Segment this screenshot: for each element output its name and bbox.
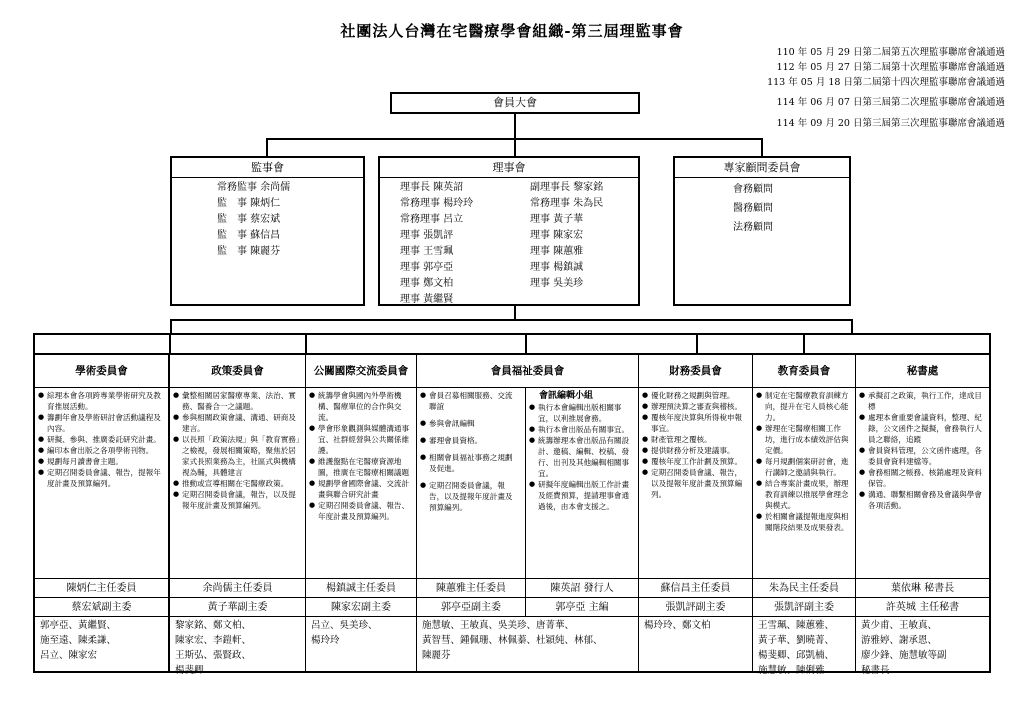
duty-item: ● 承擬訂之政策，執行工作，達成目標 — [859, 390, 986, 412]
committee-vice-chair: 郭亭亞副主委 — [441, 602, 501, 613]
connector-line — [696, 333, 698, 354]
supervisor-row: 監 事 蘇信昌 — [217, 230, 281, 241]
committee-vice-chair: 張凱評副主委 — [639, 597, 752, 616]
sub-group-editor: 郭亭亞 主編 — [525, 598, 638, 616]
committee-members: 楊斐卿、邱凱楠、 — [758, 650, 835, 661]
committee-chair: 楊鎮誠主任委員 — [306, 578, 416, 597]
committee-title: 教育委員會 — [753, 355, 855, 388]
board-member: 理事 郭亭亞 — [400, 262, 454, 273]
duty-item: ● 優化財務之規劃與管理。 — [642, 390, 749, 401]
committee-members: 黎家銘、鄭文柏、 — [175, 620, 252, 631]
committee-members: 施至遠、陳柔謙、 — [40, 635, 117, 646]
board-member: 副理事長 黎家銘 — [530, 182, 604, 193]
board-member: 常務理事 朱為民 — [530, 198, 604, 209]
advisors-box — [673, 156, 851, 306]
board-member: 理事 吳美珍 — [530, 278, 584, 289]
duty-item: ● 定期召開委員會議，報告，以及提報年度計畫及預算編列。 — [173, 489, 302, 511]
connector-line — [33, 333, 35, 354]
duty-item: ● 制定在宅醫療教育訓練方向，提升在宅人員核心能力。 — [756, 390, 852, 423]
board-member: 理事 黃繼賢 — [400, 294, 454, 305]
committee-academic — [33, 353, 170, 673]
committee-members: 呂立、吳美珍、 — [311, 620, 378, 631]
connector-line — [525, 333, 527, 354]
connector-line — [170, 319, 172, 334]
committee-title: 公關國際交流委員會 — [306, 355, 416, 388]
approval-note: 110 年 05 月 29 日第二屆第五次理監事聯席會議通過 — [776, 47, 1005, 58]
board-member: 理事 陳蕙雅 — [530, 246, 584, 257]
advisor-row: 醫務顧問 — [733, 203, 773, 214]
duty-item: ● 於相關會議提報進度與相關階段結果及成果發表。 — [756, 511, 852, 533]
duty-item: ● 財產管理之覆核。 — [642, 434, 749, 445]
duty-item: ● 規劃學會國際會議、交流計畫與聯合研究計畫 — [309, 478, 413, 500]
approval-notes — [690, 45, 1005, 131]
committee-members: 王斯弘、張賢政、 — [175, 650, 252, 661]
duty-item: ● 定期召開委員會議，報告，以及提報年度計畫及預算編列。 — [420, 480, 520, 513]
committee-chair: 蘇信昌主任委員 — [639, 578, 752, 597]
connector-line — [761, 138, 763, 156]
duty-item: ● 會員資料管理，公文函件處理，各委員會資料建檔等。 — [859, 445, 986, 467]
committee-vice-chair: 許英城 主任秘書 — [856, 597, 989, 616]
committee-vice-chair: 蔡宏斌副主委 — [35, 597, 168, 616]
committee-title: 秘書處 — [856, 355, 989, 388]
committee-chair: 陳蕙雅主任委員 — [436, 583, 506, 594]
connector-line — [514, 138, 516, 156]
duty-item: ● 溝通、聯繫相關會務及會議與學會各項活動。 — [859, 489, 986, 511]
general-assembly-box — [390, 92, 640, 114]
board-member: 理事 楊鎮誠 — [530, 262, 584, 273]
duty-item: ● 結合專案計畫成果，辦理教育訓練以推展學會理念與模式。 — [756, 478, 852, 511]
committee-members: 呂立、陳家宏 — [40, 650, 98, 661]
committee-members: 陳家宏、李鎧軒、 — [175, 635, 252, 646]
connector-line — [514, 306, 516, 320]
committee-finance — [639, 353, 754, 673]
advisors-title: 專家顧問委員會 — [675, 158, 849, 178]
connector-line — [803, 333, 805, 354]
committee-chair: 朱為民主任委員 — [753, 578, 855, 597]
board-member: 理事 張凱評 — [400, 230, 454, 241]
committee-members: 游雅婷、謝承恩、 — [861, 635, 938, 646]
committee-members: 施慧敏、王敏真、吳美珍、唐菁華、 — [422, 620, 575, 631]
committee-title: 會員福祉委員會 — [417, 355, 638, 388]
duty-item: ● 統籌學會與國內外學術機構、醫療單位的合作與交流。 — [309, 390, 413, 423]
duty-item: ● 以長照「政策法規」與「教育實務」之檢視，發展相關策略，聚焦於居家式長照業務為主，社區式與機構視為輔，具體建言 — [173, 434, 302, 478]
duty-item: ● 參與相關政策會議、溝通、研商及建言。 — [173, 412, 302, 434]
connector-line — [169, 333, 171, 354]
chart-title: 社團法人台灣在宅醫療學會組織-第三屆理監事會 — [340, 22, 684, 40]
duty-item: ● 相關會員福祉事務之規劃及促進。 — [420, 452, 520, 474]
committee-members: 黃少甫、王敏真、 — [861, 620, 938, 631]
connector-line — [514, 114, 516, 139]
approval-note: 112 年 05 月 27 日第二屆第十次理監事聯席會議通過 — [776, 62, 1005, 73]
committee-vice-chair: 黃子華副主委 — [170, 597, 305, 616]
board-member: 理事長 陳英詔 — [400, 182, 464, 193]
duty-item: ● 提供財務分析及建議事。 — [642, 445, 749, 456]
duty-item: ● 處理本會重要會議資料，整理、紀錄，公文函件之擬擬，會務執行人員之聯絡，追蹤 — [859, 412, 986, 445]
committee-members: 楊斐卿 — [175, 665, 204, 676]
board-member: 常務理事 楊玲玲 — [400, 198, 474, 209]
board-title: 理事會 — [380, 158, 638, 178]
committee-members: 施慧敏、陳俐雅 — [758, 665, 825, 676]
committee-members: 楊玲玲 — [311, 635, 340, 646]
duty-item: ● 辦理預決算之審查與稽核。 — [642, 401, 749, 412]
committee-members: 廖少鋒、施慧敏等副 — [861, 650, 947, 661]
board-member: 常務理事 呂立 — [400, 214, 464, 225]
committee-chair: 陳炳仁主任委員 — [35, 578, 168, 597]
duty-item: ● 定期召開委員會議、報告，提報年度計畫及預算編列。 — [38, 467, 165, 489]
connector-line — [851, 319, 853, 334]
duty-item: ● 研擬、參與、推廣委託研究計畫。 — [38, 434, 165, 445]
duty-item: ● 規劃每月讀書會主題。 — [38, 456, 165, 467]
committee-members: 陳麗芬 — [422, 650, 451, 661]
supervisors-title: 監事會 — [172, 158, 363, 178]
board-member: 理事 陳家宏 — [530, 230, 584, 241]
connector-line — [33, 333, 991, 335]
duty-item: ● 會務相關之帳務、核銷處理及資料保管。 — [859, 467, 986, 489]
committee-members: 郭亭亞、黃繼賢、 — [40, 620, 117, 631]
committee-education — [753, 353, 857, 676]
committee-policy — [170, 353, 307, 676]
committee-member-welfare — [417, 353, 640, 673]
committee-title: 政策委員會 — [170, 355, 305, 388]
duty-item: ● 綜理本會各項跨專業學術研究及教育推展活動。 — [38, 390, 165, 412]
committee-vice-chair: 陳家宏副主委 — [306, 597, 416, 616]
duty-item: ● 審理會員資格。 — [420, 435, 520, 446]
secretariat — [856, 353, 991, 676]
approval-note: 114 年 06 月 07 日第三屆第二次理監事聯席會議通過 — [776, 97, 1005, 108]
sub-duty-item: ● 執行本會編輯出版相關事宜，以利推展會務。 — [529, 402, 635, 424]
committee-members: 黃智彗、鍾佩珊、林佩蓁、杜穎純、林郁、 — [422, 635, 603, 646]
duty-item: ● 定期召開委員會議、報告、年度計畫及預算編列。 — [309, 500, 413, 522]
general-assembly-label: 會員大會 — [493, 96, 537, 109]
duty-item: ● 每月規劃個案研討會，進行講師之邀請與執行。 — [756, 456, 852, 478]
committee-members: 王雪珮、陳蕙雅、 — [758, 620, 835, 631]
duty-item: ● 會員召募相關服務、交流聯誼 — [420, 390, 520, 412]
sub-group-title: 會訊編輯小組 — [539, 391, 594, 401]
sub-duty-item: ● 執行本會出版品有關事宜。 — [529, 424, 635, 435]
sub-group-publisher: 陳英詔 發行人 — [525, 579, 638, 597]
duty-item: ● 維護盤點在宅醫療資源地圖，推廣在宅醫療相關議題 — [309, 456, 413, 478]
board-member: 理事 鄭文柏 — [400, 278, 454, 289]
duty-item: ● 定期召開委員會議、報告，以及提報年度計畫及預算編列。 — [642, 467, 749, 500]
supervisor-row: 監 事 陳麗芬 — [217, 246, 281, 257]
committee-members: 楊玲玲、鄭文柏 — [644, 620, 711, 631]
committee-pr-international — [306, 353, 418, 673]
committee-members: 秘書長 — [861, 665, 890, 676]
duty-item: ● 籌劃年會及學術研討會活動議程及內容。 — [38, 412, 165, 434]
committee-chair: 余尚儒主任委員 — [170, 578, 305, 597]
duty-item: ● 彙整相關居家醫療專業、法治、實務、醫養合一之議題。 — [173, 390, 302, 412]
duty-item: ● 編印本會出版之各項學術刊物。 — [38, 445, 165, 456]
committee-title: 財務委員會 — [639, 355, 752, 388]
duty-item: ● 覆核年度工作計劃及預算。 — [642, 456, 749, 467]
board-box — [378, 156, 640, 306]
sub-duty-item: ● 統籌辦理本會出版品有關設計、邀稿、編輯、校稿、發行、出刊及其他編輯相關事宜。 — [529, 435, 635, 479]
sub-duty-item: ● 研擬年度編輯出版工作計畫及經費預算，提請理事會通過後，由本會支援之。 — [529, 479, 635, 512]
committee-members: 黃子華、劉曉菁、 — [758, 635, 835, 646]
duty-item: ● 辦理在宅醫療相關工作坊，進行成本績效評估與定價。 — [756, 423, 852, 456]
committee-title: 學術委員會 — [35, 355, 168, 388]
connector-line — [266, 138, 268, 156]
connector-line — [170, 319, 852, 321]
committee-vice-chair: 張凱評副主委 — [753, 597, 855, 616]
supervisor-row: 監 事 蔡宏斌 — [217, 214, 281, 225]
board-member: 理事 黃子華 — [530, 214, 584, 225]
connector-line — [305, 333, 307, 354]
duty-item: ● 參與會訊編輯 — [420, 418, 520, 429]
approval-note: 113 年 05 月 18 日第二屆第十四次理監事聯席會議通過 — [767, 77, 1005, 88]
supervisor-row: 監 事 陳炳仁 — [217, 198, 281, 209]
supervisors-box — [170, 156, 365, 306]
duty-item: ● 學會形象觀測與媒體溝通事宜、社群經營與公共關係維護。 — [309, 423, 413, 456]
duty-item: ● 覆核年度決算與所得稅申報事宜。 — [642, 412, 749, 434]
committee-chair: 葉依琳 秘書長 — [856, 578, 989, 597]
duty-item: ● 推動或宣導相關在宅醫療政策。 — [173, 478, 302, 489]
advisor-row: 會務顧問 — [733, 184, 773, 195]
board-member: 理事 王雪珮 — [400, 246, 454, 257]
connector-line — [989, 333, 991, 354]
approval-note: 114 年 09 月 20 日第三屆第三次理監事聯席會議通過 — [776, 118, 1005, 129]
supervisor-row: 常務監事 余尚儒 — [217, 182, 291, 193]
advisor-row: 法務顧問 — [733, 222, 773, 233]
